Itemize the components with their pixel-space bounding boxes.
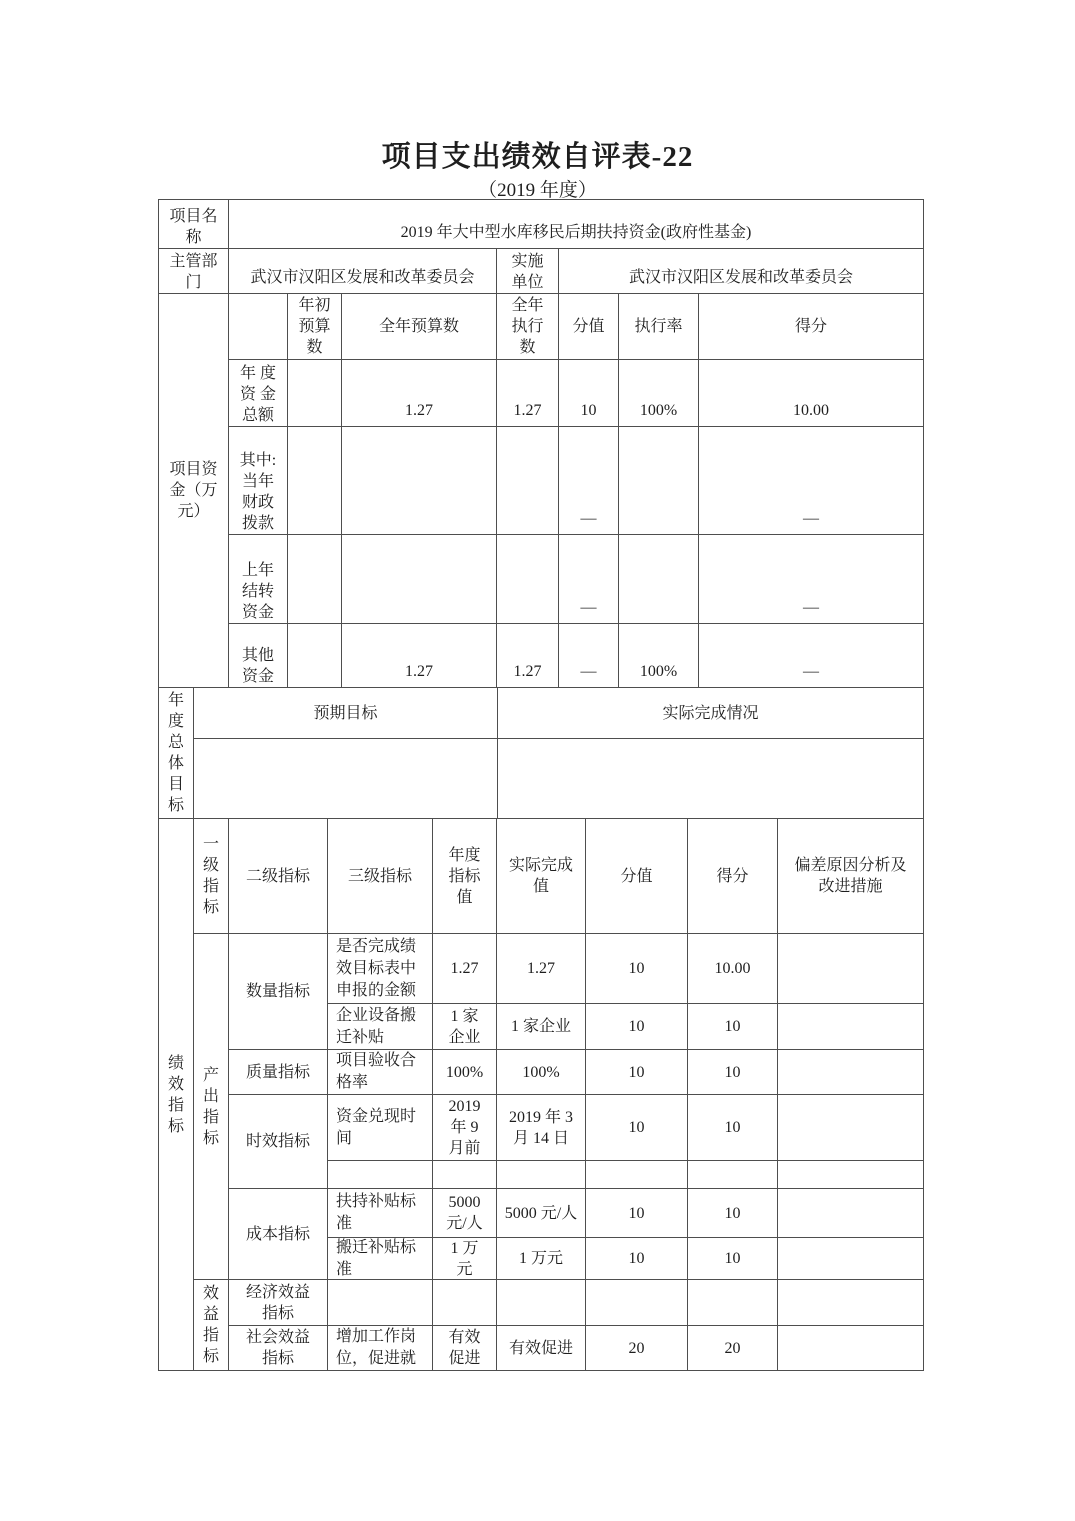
funds-cell-score-value: — bbox=[559, 624, 619, 688]
funds-row-label: 其中:当年财政拨款 bbox=[229, 427, 288, 535]
funds-cell-score: — bbox=[699, 624, 924, 688]
indicator-score: 10 bbox=[688, 1238, 778, 1280]
indicator-target: 1.27 bbox=[433, 934, 497, 1004]
indicator-l3: 项目验收合格率 bbox=[328, 1050, 433, 1095]
indicator-score: 20 bbox=[688, 1326, 778, 1371]
indicator-l3: 增加工作岗位，促进就 bbox=[328, 1326, 433, 1371]
dept-label: 主管部门 bbox=[159, 249, 229, 294]
indicator-score: 10 bbox=[688, 1189, 778, 1238]
indicator-deviation bbox=[778, 1326, 924, 1371]
funds-cell-exec bbox=[497, 427, 559, 535]
indicator-header-l1: 一级指标 bbox=[194, 819, 229, 934]
funds-cell-budget: 1.27 bbox=[342, 360, 497, 427]
funds-row-label: 年 度 资 金 总额 bbox=[229, 360, 288, 427]
funds-cell-score: 10.00 bbox=[699, 360, 924, 427]
indicator-actual: 5000 元/人 bbox=[497, 1189, 586, 1238]
indicator-l3 bbox=[328, 1280, 433, 1326]
funds-header-empty bbox=[229, 294, 288, 360]
indicator-deviation bbox=[778, 1280, 924, 1326]
funds-header-exec-rate: 执行率 bbox=[619, 294, 699, 360]
funds-header-annual-exec: 全年执行数 bbox=[497, 294, 559, 360]
funds-header-initial-budget: 年初预算数 bbox=[288, 294, 342, 360]
indicator-target: 1 万元 bbox=[433, 1238, 497, 1280]
indicator-actual: 有效促进 bbox=[497, 1326, 586, 1371]
self-evaluation-table bbox=[158, 199, 924, 1371]
project-name-label: 项目名称 bbox=[159, 200, 229, 249]
indicator-header-l2: 二级指标 bbox=[229, 819, 328, 934]
indicator-score-value: 10 bbox=[586, 1004, 688, 1050]
indicator-l3 bbox=[328, 1161, 433, 1189]
indicator-l3: 扶持补贴标准 bbox=[328, 1189, 433, 1238]
indicator-target: 5000 元/人 bbox=[433, 1189, 497, 1238]
indicator-actual bbox=[497, 1280, 586, 1326]
goals-section-label: 年度总体目标 bbox=[159, 688, 194, 819]
l1-group-benefit: 效益指标 bbox=[194, 1280, 229, 1371]
l2-group-time: 时效指标 bbox=[229, 1095, 328, 1189]
funds-header-score-value: 分值 bbox=[559, 294, 619, 360]
indicator-score-value: 10 bbox=[586, 934, 688, 1004]
funds-cell-score: — bbox=[699, 535, 924, 624]
indicator-deviation bbox=[778, 1050, 924, 1095]
indicator-header-score: 得分 bbox=[688, 819, 778, 934]
funds-row-label: 上年结转资金 bbox=[229, 535, 288, 624]
funds-cell-exec-rate: 100% bbox=[619, 360, 699, 427]
impl-unit-label: 实施单位 bbox=[497, 249, 559, 294]
indicator-score-value bbox=[586, 1161, 688, 1189]
indicator-score-value: 10 bbox=[586, 1238, 688, 1280]
l1-group-output: 产出指标 bbox=[194, 934, 229, 1280]
indicator-actual: 2019 年 3 月 14 日 bbox=[497, 1095, 586, 1161]
indicator-actual: 1 万元 bbox=[497, 1238, 586, 1280]
indicator-l3: 资金兑现时间 bbox=[328, 1095, 433, 1161]
funds-cell-score-value: — bbox=[559, 535, 619, 624]
indicator-l3: 搬迁补贴标准 bbox=[328, 1238, 433, 1280]
funds-cell-score-value: 10 bbox=[559, 360, 619, 427]
indicator-score-value: 10 bbox=[586, 1095, 688, 1161]
indicator-score-value: 10 bbox=[586, 1050, 688, 1095]
indicator-score bbox=[688, 1161, 778, 1189]
indicator-deviation bbox=[778, 1189, 924, 1238]
funds-header-score: 得分 bbox=[699, 294, 924, 360]
l2-group-social: 社会效益指标 bbox=[229, 1326, 328, 1371]
indicator-score-value: 20 bbox=[586, 1326, 688, 1371]
indicator-score-value bbox=[586, 1280, 688, 1326]
dept-value: 武汉市汉阳区发展和改革委员会 bbox=[229, 249, 497, 294]
funds-header-annual-budget: 全年预算数 bbox=[342, 294, 497, 360]
funds-section-label: 项目资金（万元） bbox=[159, 294, 229, 688]
goals-actual-label: 实际完成情况 bbox=[498, 688, 924, 739]
funds-cell-budget bbox=[342, 427, 497, 535]
funds-cell-exec bbox=[497, 535, 559, 624]
indicator-target: 1 家企业 bbox=[433, 1004, 497, 1050]
indicator-actual: 1.27 bbox=[497, 934, 586, 1004]
indicator-deviation bbox=[778, 1095, 924, 1161]
impl-unit-value: 武汉市汉阳区发展和改革委员会 bbox=[559, 249, 924, 294]
funds-cell-score-value: — bbox=[559, 427, 619, 535]
indicator-deviation bbox=[778, 1161, 924, 1189]
l2-group-economic: 经济效益指标 bbox=[229, 1280, 328, 1326]
indicator-header-deviation: 偏差原因分析及改进措施 bbox=[778, 819, 924, 934]
indicator-deviation bbox=[778, 1004, 924, 1050]
indicator-score: 10 bbox=[688, 1050, 778, 1095]
funds-row-label: 其他资金 bbox=[229, 624, 288, 688]
indicator-score bbox=[688, 1280, 778, 1326]
funds-cell-exec: 1.27 bbox=[497, 360, 559, 427]
indicator-target bbox=[433, 1280, 497, 1326]
page-title: 项目支出绩效自评表-22 bbox=[381, 141, 694, 173]
funds-cell-exec-rate bbox=[619, 427, 699, 535]
indicator-target: 2019 年 9 月前 bbox=[433, 1095, 497, 1161]
indicator-score: 10 bbox=[688, 1095, 778, 1161]
goals-expected-value bbox=[194, 739, 498, 819]
l2-group-quantity: 数量指标 bbox=[229, 934, 328, 1050]
indicator-header-l3: 三级指标 bbox=[328, 819, 433, 934]
indicators-section-label: 绩效指标 bbox=[159, 819, 194, 1371]
funds-cell-score: — bbox=[699, 427, 924, 535]
goals-actual-value bbox=[498, 739, 924, 819]
funds-cell-budget bbox=[342, 535, 497, 624]
indicator-score: 10.00 bbox=[688, 934, 778, 1004]
indicator-deviation bbox=[778, 934, 924, 1004]
funds-cell-initial bbox=[288, 624, 342, 688]
funds-cell-initial bbox=[288, 427, 342, 535]
indicator-l3: 企业设备搬迁补贴 bbox=[328, 1004, 433, 1050]
indicator-l3: 是否完成绩效目标表中申报的金额 bbox=[328, 934, 433, 1004]
funds-cell-initial bbox=[288, 535, 342, 624]
funds-cell-budget: 1.27 bbox=[342, 624, 497, 688]
goals-expected-label: 预期目标 bbox=[194, 688, 498, 739]
funds-cell-initial bbox=[288, 360, 342, 427]
indicator-header-actual: 实际完成值 bbox=[497, 819, 586, 934]
indicator-target bbox=[433, 1161, 497, 1189]
indicator-target: 100% bbox=[433, 1050, 497, 1095]
indicator-score-value: 10 bbox=[586, 1189, 688, 1238]
l2-group-cost: 成本指标 bbox=[229, 1189, 328, 1280]
indicator-actual: 100% bbox=[497, 1050, 586, 1095]
funds-cell-exec: 1.27 bbox=[497, 624, 559, 688]
indicator-target: 有效促进 bbox=[433, 1326, 497, 1371]
indicator-header-score-value: 分值 bbox=[586, 819, 688, 934]
funds-cell-exec-rate: 100% bbox=[619, 624, 699, 688]
page-subtitle: （2019 年度） bbox=[478, 180, 597, 201]
indicator-actual bbox=[497, 1161, 586, 1189]
funds-cell-exec-rate bbox=[619, 535, 699, 624]
indicator-score: 10 bbox=[688, 1004, 778, 1050]
indicator-actual: 1 家企业 bbox=[497, 1004, 586, 1050]
l2-group-quality: 质量指标 bbox=[229, 1050, 328, 1095]
project-name-value: 2019 年大中型水库移民后期扶持资金(政府性基金) bbox=[229, 200, 924, 249]
indicator-deviation bbox=[778, 1238, 924, 1280]
indicator-header-target: 年度指标值 bbox=[433, 819, 497, 934]
